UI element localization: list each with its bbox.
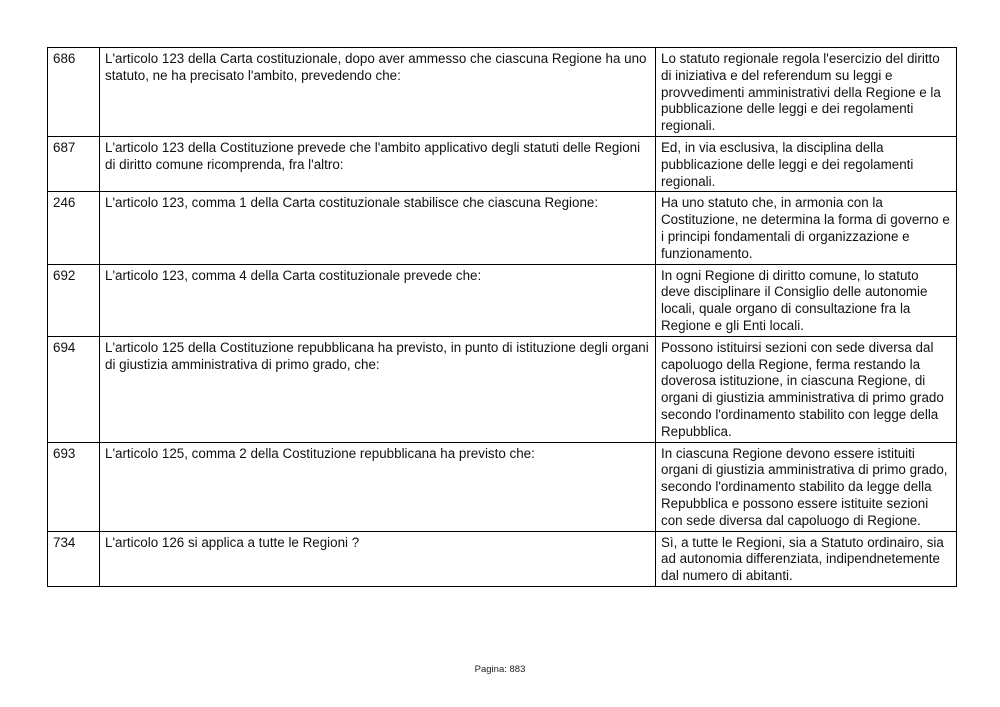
table-row — [48, 264, 957, 336]
answer-text: In ciascuna Regione devono essere istituiti organi di giustizia amministrativa di primo grado, secondo l'ordinamento stabilito da legge della Repubblica e possono essere istituite sezioni con sede diversa dal capoluogo di Regione. — [656, 442, 957, 531]
page-number: Pagina: 883 — [474, 664, 526, 675]
question-text: L'articolo 123 della Carta costituzionale, dopo aver ammesso che ciascuna Regione ha uno statuto, ne ha precisato l'ambito, prevedendo che: — [100, 48, 656, 137]
question-text: L'articolo 123 della Costituzione prevede che l'ambito applicativo degli statuti delle Regioni di diritto comune ricomprenda, fra l'altro: — [100, 136, 656, 191]
question-text: L'articolo 126 si applica a tutte le Regioni ? — [100, 531, 656, 586]
table-row — [48, 192, 957, 264]
answer-text: In ogni Regione di diritto comune, lo statuto deve disciplinare il Consiglio delle autonomie locali, quale organo di consultazione fra la Regione e gli Enti locali. — [656, 264, 957, 336]
table-row — [48, 336, 957, 442]
question-text: L'articolo 123, comma 4 della Carta costituzionale prevede che: — [100, 264, 656, 336]
answer-text: Ha uno statuto che, in armonia con la Costituzione, ne determina la forma di governo e i principi fondamentali di organizzazione e funzionamento. — [656, 192, 957, 264]
question-table — [47, 47, 957, 587]
question-text: L'articolo 125, comma 2 della Costituzione repubblicana ha previsto che: — [100, 442, 656, 531]
question-number: 734 — [48, 531, 100, 586]
answer-text: Sì, a tutte le Regioni, sia a Statuto ordinairo, sia ad autonomia differenziata, indipendnetemente dal numero di abitanti. — [656, 531, 957, 586]
question-number: 246 — [48, 192, 100, 264]
question-number: 693 — [48, 442, 100, 531]
table-row — [48, 48, 957, 137]
question-number: 692 — [48, 264, 100, 336]
question-text: L'articolo 125 della Costituzione repubblicana ha previsto, in punto di istituzione degli organi di giustizia amministrativa di primo grado, che: — [100, 336, 656, 442]
question-number: 686 — [48, 48, 100, 137]
question-text: L'articolo 123, comma 1 della Carta costituzionale stabilisce che ciascuna Regione: — [100, 192, 656, 264]
answer-text: Ed, in via esclusiva, la disciplina della pubblicazione delle leggi e dei regolamenti regionali. — [656, 136, 957, 191]
answer-text: Lo statuto regionale regola l'esercizio del diritto di iniziativa e del referendum su leggi e provvedimenti amministrativi della Regione e la pubblicazione delle leggi e dei regolamenti regionali. — [656, 48, 957, 137]
answer-text: Possono istituirsi sezioni con sede diversa dal capoluogo della Regione, ferma restando la doverosa istituzione, in ciascuna Regione, di organi di giustizia amministrativa di primo grado secondo l'ordinamento stabilito con legge della Repubblica. — [656, 336, 957, 442]
table-row — [48, 531, 957, 586]
question-number: 687 — [48, 136, 100, 191]
table-row — [48, 136, 957, 191]
question-number: 694 — [48, 336, 100, 442]
table-row — [48, 442, 957, 531]
question-table-body — [48, 48, 957, 587]
